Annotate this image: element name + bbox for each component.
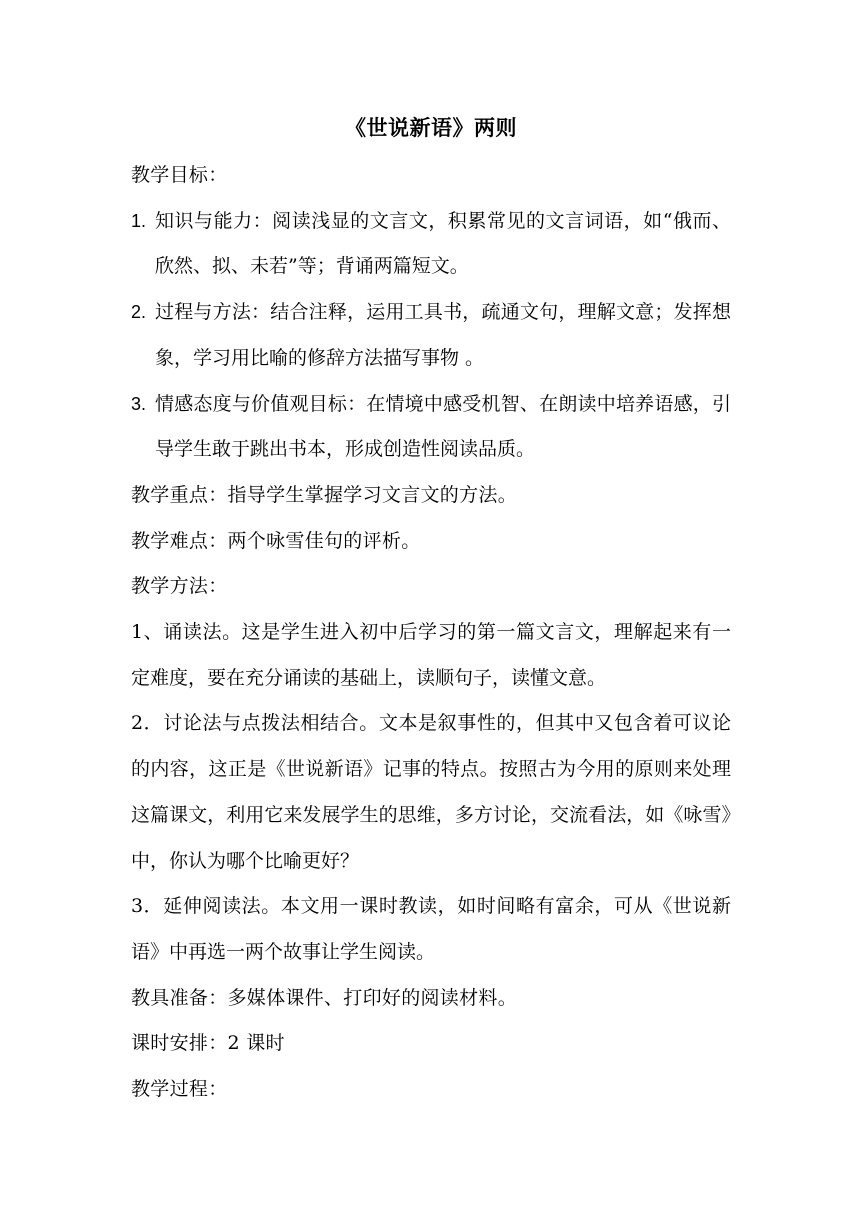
methods-heading: 教学方法：	[131, 575, 228, 598]
process-heading: 教学过程：	[131, 1078, 228, 1101]
objective-text: 知识与能力：阅读浅显的文言文，积累常见的文言词语，如“俄而、欣然、拟、未若”等；背诵两篇短文。	[155, 209, 731, 278]
difficulty: 教学难点：两个咏雪佳句的评析。	[131, 529, 421, 552]
objectives-heading: 教学目标：	[131, 164, 228, 186]
method-item-3: 3．延伸阅读法。本文用一课时教读，如时间略有富余，可从《世说新语》中再选一两个故事让学生阅读。	[131, 895, 731, 963]
document-body	[131, 108, 731, 1113]
objective-number: 3.	[131, 393, 147, 414]
materials: 教具准备：多媒体课件、打印好的阅读材料。	[131, 986, 518, 1009]
objective-number: 1.	[131, 210, 147, 231]
document-title: 《世说新语》两则	[345, 115, 517, 140]
schedule: 课时安排：2 课时	[131, 1032, 285, 1055]
objective-text: 情感态度与价值观目标：在情境中感受机智、在朗读中培养语感，引导学生敢于跳出书本，形成创造性阅读品质。	[155, 392, 731, 461]
objective-item-3	[131, 382, 731, 473]
method-item-2: 2．讨论法与点拨法相结合。文本是叙事性的，但其中又包含着可议论的内容，这正是《世说新语》记事的特点。按照古为今用的原则来处理这篇课文，利用它来发展学生的思维，多方讨论，交流看法，如《咏雪》中，你认为哪个比喻更好？	[131, 712, 731, 872]
method-item-1: 1、诵读法。这是学生进入初中后学习的第一篇文言文，理解起来有一定难度，要在充分诵读的基础上，读顺句子，读懂文意。	[131, 621, 731, 689]
key-point: 教学重点：指导学生掌握学习文言文的方法。	[131, 483, 518, 506]
objective-item-2	[131, 290, 731, 381]
objective-text: 过程与方法：结合注释，运用工具书，疏通文句，理解文意；发挥想象，学习用比喻的修辞方法描写事物 。	[155, 301, 731, 369]
objective-item-1	[131, 199, 731, 290]
objective-number: 2.	[131, 302, 147, 323]
